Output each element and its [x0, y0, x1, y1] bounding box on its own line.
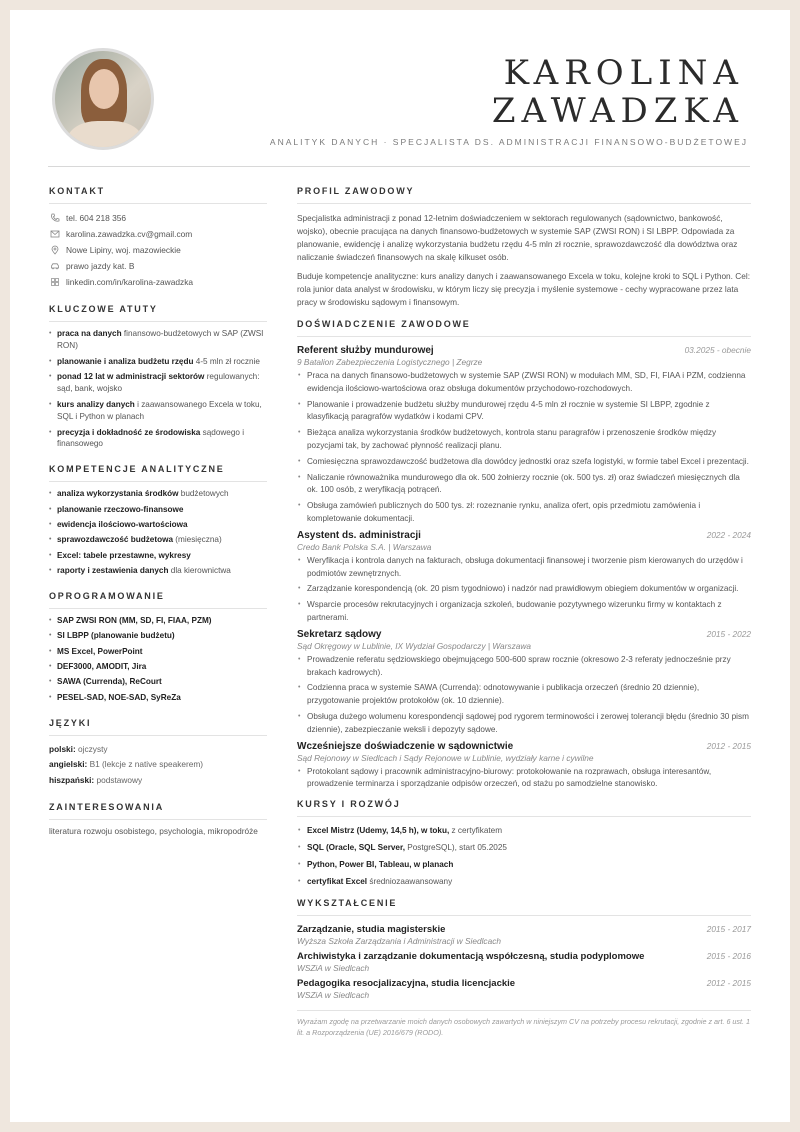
list-item: • analiza wykorzystania środków budżetowych: [49, 488, 267, 500]
job-bullets: [297, 766, 751, 792]
education-entry: [297, 924, 751, 946]
contact-email[interactable]: [49, 226, 267, 242]
analytics-list: [49, 488, 267, 577]
job-date: 03.2025 - obecnie: [684, 345, 751, 355]
list-item: • SI LBPP (planowanie budżetu): [49, 630, 267, 642]
degree-title: Pedagogika resocjalizacyjna, studia licencjackie: [297, 978, 516, 990]
degree-date: 2015 - 2017: [706, 924, 751, 935]
left-column: [49, 186, 267, 850]
courses-section: [297, 799, 751, 888]
job-org: Credo Bank Polska S.A. | Warszawa: [297, 541, 432, 552]
job-date: 2015 - 2022: [706, 628, 751, 639]
list-item: • Praca na danych finansowo-budżetowych w systemie SAP (ZWSI RON) w modułach MM, SD, FI, FIAA i PZM, codzienna ewidencja ilościowo-wartościowa oraz obsługa dokumentów przychodowo-rozchodowych.: [297, 370, 751, 396]
experience-section: [297, 319, 751, 791]
job-title: Referent służby mundurowej: [297, 345, 434, 356]
list-item: • Excel: tabele przestawne, wykresy: [49, 550, 267, 562]
degree-title: Archiwistyka i zarządzanie dokumentacją współczesną, studia podyplomowe: [297, 951, 645, 963]
list-item: • certyfikat Excel średniozaawansowany: [297, 876, 751, 889]
list-item: • sprawozdawczość budżetowa (miesięczna): [49, 534, 267, 546]
school-name: WSZiA w Siedlcach: [297, 963, 370, 974]
job-entry: [297, 741, 751, 792]
list-item: • Obsługa dużego wolumenu korespondencji sądowej pod rygorem terminowości i zerowej tolerancji błędu (średnio 30 pism dziennie), zabezpieczanie weksli i depozyty sądowe.: [297, 711, 751, 737]
list-item: • Comiesięczna sprawozdawczość budżetowa dla dowódcy jednostki oraz szefa logistyki, w formie tabel Excel i prezentacji.: [297, 456, 751, 469]
profile-paragraph: Specjalistka administracji z ponad 12-letnim doświadczeniem w sektorach regulowanych (sądownictwo, bankowość, wojsko), obecnie pracująca na danych finansowo-budżetowych w systemie SAP (ZWSI RON) i SI LBPP. Odpowiada za planowanie, ewidencję i analizę wykorzystania budżetu rzędu 4-5 mln zł rocznie, sprawozdawczość dla dowództwa oraz naliczanie świadczeń finansowych na skalę kilkuset osób.: [297, 213, 738, 262]
contact-license: [49, 258, 267, 274]
language-item: hiszpański: podstawowy: [49, 774, 143, 785]
job-subtitle: ANALITYK DANYCH · SPECJALISTA DS. ADMINISTRACJI FINANSOWO-BUDŻETOWEJ: [269, 137, 748, 147]
phone-icon: [49, 212, 61, 224]
linkedin-icon: [49, 276, 61, 288]
section-title: KONTAKT: [49, 186, 267, 204]
degree-date: 2012 - 2015: [706, 978, 751, 989]
degree-title: Zarządzanie, studia magisterskie: [297, 924, 446, 936]
school-name: Wyższa Szkoła Zarządzania i Administracji w Siedlcach: [297, 936, 501, 947]
analytics-section: [49, 464, 267, 577]
job-bullets: [297, 654, 751, 737]
list-item: • Bieżąca analiza wykorzystania środków budżetowych, kontrola stanu paragrafów i przenoszenie środków między pozycjami tak, by zachować płynność realizacji planu.: [297, 427, 751, 453]
right-column: [297, 186, 751, 1038]
section-title: ZAINTERESOWANIA: [49, 802, 267, 820]
list-item: • Prowadzenie referatu sędziowskiego obejmującego 500-600 spraw rocznie (okresowo 2-3 referaty jednocześnie przy brakach kadrowych).: [297, 654, 751, 680]
section-title: PROFIL ZAWODOWY: [297, 186, 751, 204]
education-section: [297, 898, 751, 1000]
languages-section: [49, 718, 267, 789]
list-item: • PESEL-SAD, NOE-SAD, SyReZa: [49, 692, 267, 704]
gdpr-consent: Wyrażam zgodę na przetwarzanie moich danych osobowych zawartych w niniejszym CV na potrzeby procesu rekrutacji, zgodnie z art. 6 ust. 1 lit. a Rozporządzenia (UE) 2016/679 (RODO).: [297, 1017, 751, 1037]
job-entry: [297, 629, 751, 737]
job-bullets: [297, 370, 751, 526]
consent-divider: [297, 1010, 751, 1011]
interests-text: literatura rozwoju osobistego, psychologia, mikropodróże: [49, 826, 258, 837]
candidate-name: [492, 54, 744, 130]
contact-section: [49, 186, 267, 290]
profile-section: [297, 186, 751, 309]
education-entry: [297, 951, 751, 973]
list-item: • Python, Power BI, Tableau, w planach: [297, 859, 751, 872]
contact-text: Nowe Lipiny, woj. mazowieckie: [66, 245, 181, 255]
job-entry: [297, 530, 751, 625]
contact-text: karolina.zawadzka.cv@gmail.com: [66, 229, 193, 239]
list-item: • Wsparcie procesów rekrutacyjnych i organizacja szkoleń, budowanie pozytywnego wizerunku firmy w kontaktach z partnerami.: [297, 599, 751, 625]
list-item: • Excel Mistrz (Udemy, 14,5 h), w toku, z certyfikatem: [297, 825, 751, 838]
interests-section: [49, 802, 267, 836]
list-item: • Protokolant sądowy i pracownik administracyjno-biurowy: protokołowanie na rozprawach, obsługa interesantów, prowadzenie terminarza i sporządzanie odpisów orzeczeń, od stażu po samodzielne stanowisko.: [297, 766, 751, 792]
list-item: • praca na danych finansowo-budżetowych w SAP (ZWSI RON): [49, 328, 267, 352]
list-item: • Obsługa zamówień publicznych do 500 tys. zł: rozeznanie rynku, analiza ofert, opis przedmiotu zamówienia i kompletowanie dokumentacji.: [297, 500, 751, 526]
job-title: Asystent ds. administracji: [297, 529, 421, 541]
list-item: • planowanie rzeczowo-finansowe: [49, 504, 267, 516]
contact-text: tel. 604 218 356: [66, 213, 127, 223]
list-item: • ewidencja ilościowo-wartościowa: [49, 519, 267, 531]
name-first: KAROLINA: [503, 53, 744, 93]
mail-icon: [49, 228, 61, 240]
contact-text: linkedin.com/in/karolina-zawadzka: [66, 277, 194, 287]
courses-list: [297, 825, 751, 888]
job-entry: [297, 345, 751, 526]
contact-linkedin[interactable]: [49, 274, 267, 290]
section-title: DOŚWIADCZENIE ZAWODOWE: [297, 319, 751, 337]
profile-paragraph: Buduje kompetencje analityczne: kurs analizy danych i zaawansowanego Excela w toku, kolejne kroki to SQL i Python. Cel: rola junior data analyst w środowisku, w którym liczy się precyzja i myślenie systemowe - cechy wypracowane przez lata pracy w środowisku sądowym i finansowym.: [297, 271, 751, 307]
section-title: OPROGRAMOWANIE: [49, 591, 267, 609]
list-item: • planowanie i analiza budżetu rzędu 4-5 mln zł rocznie: [49, 356, 267, 368]
job-bullets: [297, 555, 751, 625]
list-item: • SQL (Oracle, SQL Server, PostgreSQL), start 05.2025: [297, 842, 751, 855]
education-entry: [297, 978, 751, 1000]
profile-photo: [52, 48, 154, 150]
job-title: Wcześniejsze doświadczenie w sądownictwie: [297, 740, 514, 752]
job-date: 2012 - 2015: [706, 740, 751, 751]
name-last: ZAWADZKA: [491, 91, 744, 131]
strengths-section: [49, 304, 267, 450]
job-date: 2022 - 2024: [706, 529, 751, 540]
list-item: • DEF3000, AMODIT, Jira: [49, 661, 267, 673]
strengths-list: [49, 328, 267, 450]
list-item: • SAWA (Currenda), ReCourt: [49, 676, 267, 688]
list-item: • Zarządzanie korespondencją (ok. 20 pism tygodniowo) i nadzór nad prawidłowym obiegiem dokumentów w organizacji.: [297, 583, 751, 596]
section-title: KURSY I ROZWÓJ: [297, 799, 751, 817]
language-item: angielski: B1 (lekcje z native speakerem): [49, 759, 204, 770]
software-list: [49, 615, 267, 704]
list-item: • precyzja i dokładność ze środowiska sądowego i finansowego: [49, 427, 267, 451]
section-title: WYKSZTAŁCENIE: [297, 898, 751, 916]
list-item: • Weryfikacja i kontrola danych na fakturach, obsługa dokumentacji finansowej i tworzenie pism kierowanych do urzędów i podmiotów zewnętrznych.: [297, 555, 751, 581]
car-icon: [49, 260, 61, 272]
resume-page: [10, 10, 790, 1122]
job-org: 9 Batalion Zabezpieczenia Logistycznego | Zegrze: [297, 357, 483, 367]
section-title: JĘZYKI: [49, 718, 267, 736]
section-title: KLUCZOWE ATUTY: [49, 304, 267, 322]
contact-location: [49, 242, 267, 258]
software-section: [49, 591, 267, 704]
list-item: • MS Excel, PowerPoint: [49, 646, 267, 658]
contact-text: prawo jazdy kat. B: [66, 261, 135, 271]
list-item: • Codzienna praca w systemie SAWA (Currenda): odnotowywanie i publikacja orzeczeń (średnio 20 dziennie), przygotowanie projektów protokołów (ok. 10 dziennie).: [297, 682, 751, 708]
job-title: Sekretarz sądowy: [297, 628, 382, 640]
list-item: • Naliczanie równoważnika mundurowego dla ok. 500 żołnierzy rocznie (ok. 500 tys. zł) oraz świadczeń miesięcznych dla ok. 100 osób, z weryfikacją potrąceń.: [297, 472, 751, 498]
school-name: WSZiA w Siedlcach: [297, 990, 370, 1001]
list-item: • ponad 12 lat w administracji sektorów regulowanych: sąd, bank, wojsko: [49, 371, 267, 395]
list-item: • Planowanie i prowadzenie budżetu służby mundurowej rzędu 4-5 mln zł rocznie w systemie SI LBPP, zgodnie z klasyfikacją paragrafów wydatków i kodami CPV.: [297, 399, 751, 425]
list-item: • kurs analizy danych i zaawansowanego Excela w toku, SQL i Python w planach: [49, 399, 267, 423]
header-divider: [48, 166, 750, 167]
job-org: Sąd Okręgowy w Lublinie, IX Wydział Gospodarczy | Warszawa: [297, 640, 531, 651]
job-org: Sąd Rejonowy w Siedlcach i Sądy Rejonowe w Lublinie, wydziały karne i cywilne: [297, 752, 594, 763]
contact-phone[interactable]: [49, 210, 267, 226]
list-item: • raporty i zestawienia danych dla kierownictwa: [49, 565, 267, 577]
degree-date: 2015 - 2016: [706, 951, 751, 962]
list-item: • SAP ZWSI RON (MM, SD, FI, FIAA, PZM): [49, 615, 267, 627]
language-item: polski: ojczysty: [49, 743, 108, 754]
section-title: KOMPETENCJE ANALITYCZNE: [49, 464, 267, 482]
location-icon: [49, 244, 61, 256]
